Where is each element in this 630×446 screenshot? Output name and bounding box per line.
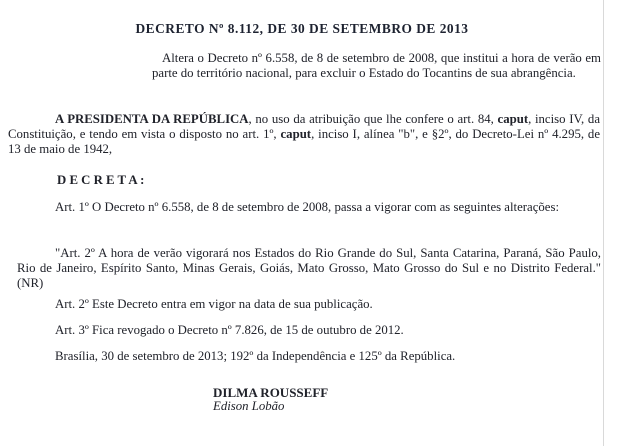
preamble-paragraph bbox=[8, 112, 600, 157]
preamble-caput-term: caput bbox=[497, 112, 529, 126]
dateline-paragraph: Brasília, 30 de setembro de 2013; 192º da Independência e 125º da República. bbox=[55, 349, 456, 363]
article-1-paragraph: Art. 1º O Decreto nº 6.558, de 8 de setembro de 2008, passa a vigorar com as seguintes alterações: bbox=[55, 200, 560, 214]
preamble-authority-name: A PRESIDENTA DA REPÚBLICA bbox=[55, 112, 249, 126]
preamble-text-segment: , no uso da atribuição que lhe confere o art. 84, bbox=[248, 112, 498, 126]
page-right-border-line bbox=[603, 0, 604, 446]
minister-signature: Edison Lobão bbox=[213, 399, 285, 413]
decree-title: DECRETO Nº 8.112, DE 30 DE SETEMBRO DE 2013 bbox=[135, 21, 469, 36]
article-2-paragraph: Art. 2º Este Decreto entra em vigor na data de sua publicação. bbox=[55, 297, 373, 311]
preamble-caput-term: caput bbox=[280, 127, 312, 141]
enacting-formula: D E C R E T A : bbox=[57, 173, 145, 187]
decree-summary: Altera o Decreto nº 6.558, de 8 de setembro de 2008, que institui a hora de verão em parte do território nacional, para excluir o Estado do Tocantins de sua abrangência. bbox=[152, 51, 601, 80]
president-signature: DILMA ROUSSEFF bbox=[213, 385, 329, 400]
preamble-text-segment: , inciso I, alínea "b", e §2º, do Decreto-Lei nº 4.295, de 13 de maio de 1942, bbox=[8, 127, 601, 156]
preamble-text-segment: , inciso IV, da Constituição, e tendo em vista o disposto no art. 1º, bbox=[8, 112, 601, 141]
quoted-amendment-paragraph: "Art. 2º A hora de verão vigorará nos Estados do Rio Grande do Sul, Santa Catarina, Paraná, São Paulo, Rio de Janeiro, Espírito Santo, Minas Gerais, Goiás, Mato Grosso, Mato Grosso do Sul e no Distrito Federal." (NR) bbox=[17, 246, 601, 290]
article-3-paragraph: Art. 3º Fica revogado o Decreto nº 7.826, de 15 de outubro de 2012. bbox=[55, 323, 404, 337]
signature-block bbox=[213, 385, 328, 413]
